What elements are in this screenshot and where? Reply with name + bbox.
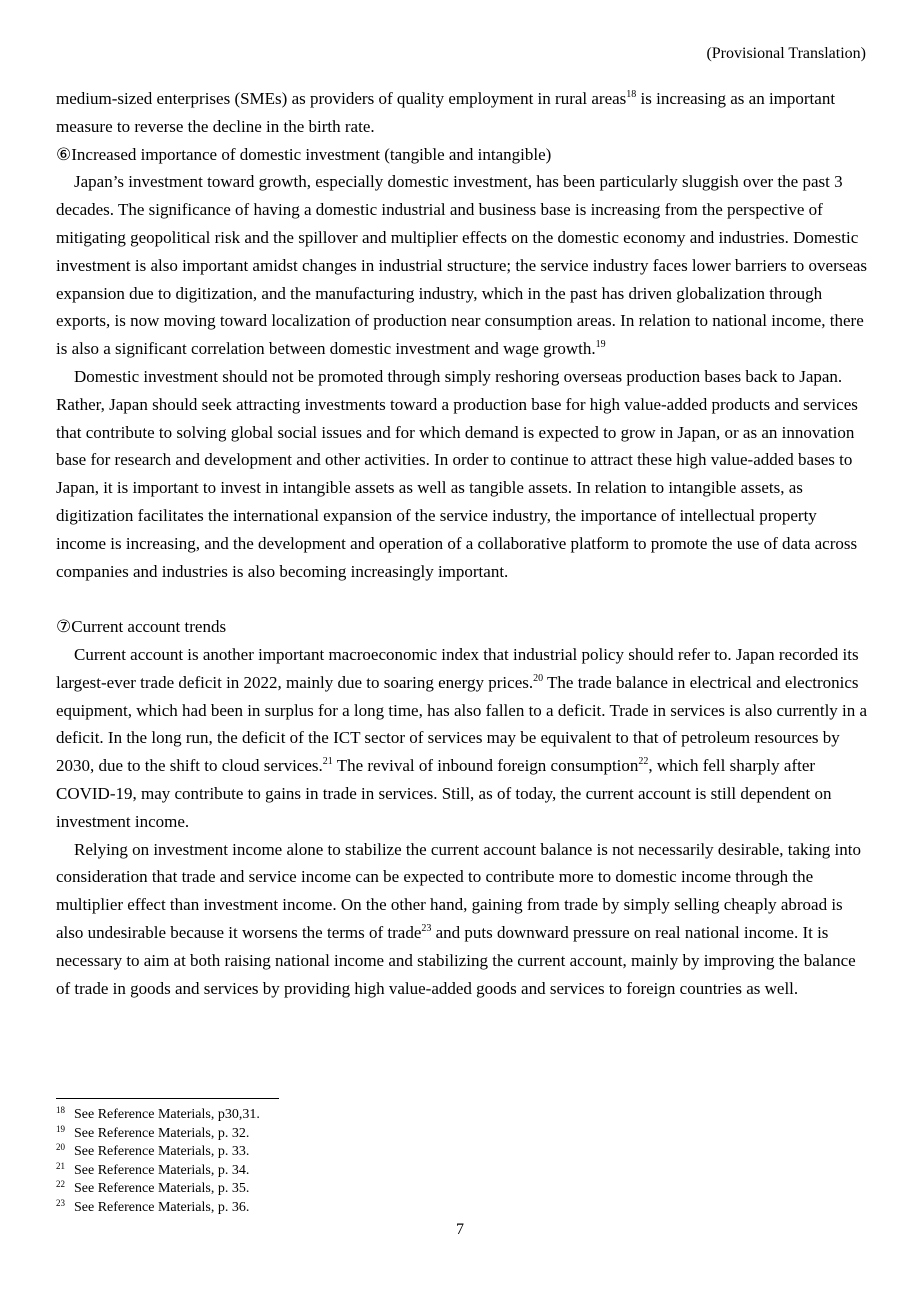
footnote-text: See Reference Materials, p. 35. xyxy=(74,1181,250,1197)
paragraph-text: Current account is another important macroeconomic index that industrial policy should refer to. Japan recorded its largest-ever trade deficit in 2022, mainly due to soaring energy prices. xyxy=(56,644,859,692)
footnote-item: 21 See Reference Materials, p. 34. xyxy=(56,1160,250,1178)
footnote-item: 18 See Reference Materials, p30,31. xyxy=(56,1105,260,1122)
paragraph-text: and puts downward pressure on real national income. It is necessary to aim at both raising national income and stabilizing the current account, mainly by improving the balance of trade in goods and services by providing high value-added goods and services to foreign countries as well. xyxy=(56,922,856,998)
footnote-text: See Reference Materials, p30,31. xyxy=(74,1107,260,1122)
footnote-item: 22 See Reference Materials, p. 35. xyxy=(56,1179,250,1197)
paragraph-sme-continuation xyxy=(56,85,868,141)
footnote-text: See Reference Materials, p. 36. xyxy=(74,1199,250,1215)
footnote-text: See Reference Materials, p. 34. xyxy=(74,1162,250,1178)
page-number: 7 xyxy=(456,1221,464,1238)
footnote-ref-18[interactable]: 18 xyxy=(626,89,637,100)
section-heading-domestic-investment: ⑥Increased importance of domestic investment (tangible and intangible) xyxy=(56,144,552,164)
footnote-divider xyxy=(56,1098,279,1099)
footnote-ref-20[interactable]: 20 xyxy=(533,672,544,684)
footnotes-list xyxy=(56,1106,260,1218)
footnote-item: 23 See Reference Materials, p. 36. xyxy=(56,1197,250,1215)
paragraph-text: Relying on investment income alone to stabilize the current account balance is not necessarily desirable, taking into consideration that trade and service income can be expected to contribute more to domestic income through the multiplier effect than investment income. On the other hand, gaining from trade by simply selling cheaply abroad is also undesirable because it worsens the terms of trade xyxy=(56,839,861,942)
paragraph-text: The revival of inbound foreign consumption xyxy=(332,756,639,776)
paragraph-spacer xyxy=(56,585,868,613)
paragraph-current-account xyxy=(56,641,868,836)
footnote-ref-21[interactable]: 21 xyxy=(322,756,333,768)
paragraph-investment-income xyxy=(56,836,868,1003)
section-heading-current-account: ⑦Current account trends xyxy=(56,617,227,637)
footnote-item: 19 See Reference Materials, p. 32. xyxy=(56,1123,250,1141)
paragraph-text: The trade balance in electrical and electronics equipment, which had been in surplus for a long time, has also fallen to a deficit. Trade in services is also currently in a deficit. In the long run, the deficit of the ICT sector of services may be equivalent to that of petroleum resources by 2030, due to the shift to cloud services. xyxy=(56,672,868,776)
provisional-translation-label: (Provisional Translation) xyxy=(706,45,866,62)
footnote-text: See Reference Materials, p. 33. xyxy=(74,1144,250,1160)
paragraph-reshoring: Domestic investment should not be promoted through simply reshoring overseas production bases back to Japan. Rather, Japan should seek attracting investments toward a production base for high value-added products and services that contribute to solving global social issues and for which demand is expected to grow in Japan, or as an innovation base for research and development and other activities. In order to continue to attract these high value-added bases to Japan, it is important to invest in intangible assets as well as tangible assets. In relation to intangible assets, as digitization facilitates the international expansion of the service industry, the importance of intellectual property income is increasing, and the development and operation of a collaborative platform to promote the use of data across companies and industries is also becoming increasingly important. xyxy=(56,366,858,581)
paragraph-text: Japan’s investment toward growth, especially domestic investment, has been particularly sluggish over the past 3 decades. The significance of having a domestic industrial and business base is increasing from the perspective of mitigating geopolitical risk and the spillover and multiplier effects on the domestic economy and industries. Domestic investment is also important amidst changes in industrial structure; the service industry faces lower barriers to overseas expansion due to digitization, and the manufacturing industry, which in the past has driven globalization through exports, is now moving toward localization of production near consumption areas. In relation to national income, there is also a significant correlation between domestic investment and wage growth. xyxy=(56,172,868,359)
footnote-item: 20 See Reference Materials, p. 33. xyxy=(56,1142,250,1160)
paragraph-text: , which fell sharply after COVID-19, may contribute to gains in trade in services. Still, as of today, the current account is still dependent on investment income. xyxy=(56,756,832,831)
footnote-ref-19[interactable]: 19 xyxy=(595,339,606,351)
footnote-ref-23[interactable]: 23 xyxy=(421,922,432,934)
footnote-text: See Reference Materials, p. 32. xyxy=(74,1125,250,1141)
paragraph-text: medium-sized enterprises (SMEs) as providers of quality employment in rural areas xyxy=(56,89,627,108)
footnote-ref-22[interactable]: 22 xyxy=(638,756,649,768)
paragraph-domestic-investment xyxy=(56,168,868,363)
document-body xyxy=(56,85,868,1002)
paragraph-text: is increasing as an important measure to reverse the decline in the birth rate. xyxy=(56,89,836,136)
